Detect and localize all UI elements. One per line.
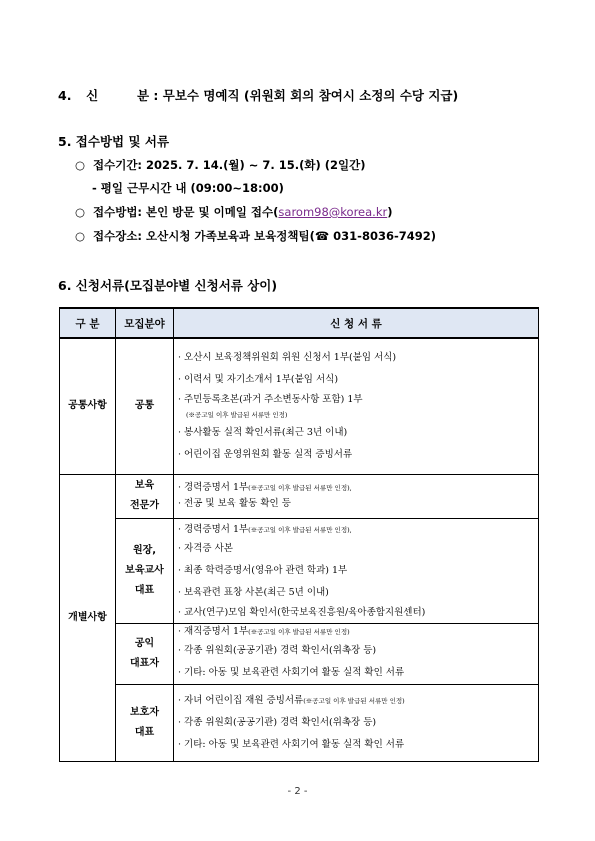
list-item: · 각종 위원회(공공기관) 경력 확인서(위촉장 등) xyxy=(178,644,377,656)
field-expert: 보육 전문가 xyxy=(116,474,174,518)
field-director: 원장, 보육교사 대표 xyxy=(116,518,174,623)
receipt-place-text: 접수장소: 오산시청 가족보육과 보육정책팀( xyxy=(93,229,315,243)
list-item: · 어린이집 운영위원회 활동 실적 증빙서류 xyxy=(178,448,353,460)
page-number: - 2 - xyxy=(287,786,308,797)
table-row-guardian xyxy=(60,684,539,761)
table-row-expert xyxy=(60,474,539,518)
field-guardian: 보호자 대표 xyxy=(116,684,174,761)
public-documents-cell xyxy=(174,623,539,684)
table-row-common xyxy=(60,338,539,474)
section-6-title: 6. 신청서류(모집분야별 신청서류 상이) xyxy=(58,278,278,293)
list-item: · 기타: 아동 및 보육관련 사회기여 활동 실적 확인 서류 xyxy=(178,738,405,750)
list-item: · 전공 및 보육 활동 확인 등 xyxy=(178,498,291,509)
section-4-label-second: 분 xyxy=(136,88,150,103)
director-documents-cell xyxy=(174,518,539,623)
list-item: · 재직증명서 1부(※공고일 이후 발급된 서류만 인정) xyxy=(178,625,350,637)
list-item: · 주민등록초본(과거 주소변동사항 포함) 1부 xyxy=(178,393,363,405)
section-4-number: 4. xyxy=(58,88,72,103)
receipt-method-line xyxy=(75,204,392,220)
header-documents: 신 청 서 류 xyxy=(174,308,539,338)
section-4-text: : 무보수 명예직 (위원회 회의 참여시 소정의 수당 지급) xyxy=(153,88,459,103)
list-item: · 자격증 사본 xyxy=(178,542,233,554)
header-field: 모집분야 xyxy=(116,308,174,338)
email-link[interactable]: sarom98@korea.kr xyxy=(278,205,388,219)
guardian-documents-cell xyxy=(174,684,539,761)
phone-icon: ☎ xyxy=(314,229,330,243)
list-item: · 경력증명서 1부(※공고일 이후 발급된 서류만 인정), xyxy=(178,482,352,493)
hollow-circle-bullet-icon: ○ xyxy=(75,158,86,172)
category-common: 공통사항 xyxy=(60,338,116,474)
table-row-public xyxy=(60,623,539,684)
list-item: · 기타: 아동 및 보육관련 사회기여 활동 실적 확인 서류 xyxy=(178,666,405,678)
list-item: · 교사(연구)모임 확인서(한국보육진흥원/육아종합지원센터) xyxy=(178,606,426,618)
receipt-place-phone: 031-8036-7492) xyxy=(329,229,436,243)
table-row-director xyxy=(60,518,539,623)
list-item: · 경력증명서 1부(※공고일 이후 발급된 서류만 인정), xyxy=(178,523,352,535)
receipt-method-suffix: ) xyxy=(387,205,393,219)
hollow-circle-bullet-icon: ○ xyxy=(75,205,86,219)
receipt-period: 접수기간: 2025. 7. 14.(월) ~ 7. 15.(화) (2일간) xyxy=(93,158,366,172)
list-item: · 보육관련 표창 사본(최근 5년 이내) xyxy=(178,586,329,598)
required-documents-table xyxy=(59,307,539,762)
table-header-row xyxy=(60,308,539,338)
list-item: · 봉사활동 실적 확인서류(최근 3년 이내) xyxy=(178,426,348,438)
receipt-method-text: 접수방법: 본인 방문 및 이메일 접수( xyxy=(93,205,279,219)
list-item: · 이력서 및 자기소개서 1부(붙임 서식) xyxy=(178,373,339,385)
section-4-line xyxy=(58,86,458,104)
issue-date-note: (※공고일 이후 발급된 서류만 인정) xyxy=(186,410,288,419)
expert-documents-cell xyxy=(174,474,539,518)
list-item: · 최종 학력증명서(영유아 관련 학과) 1부 xyxy=(178,564,348,576)
common-documents-cell xyxy=(174,338,539,474)
field-common: 공통 xyxy=(116,338,174,474)
hollow-circle-bullet-icon: ○ xyxy=(75,229,86,243)
header-category: 구 분 xyxy=(60,308,116,338)
receipt-period-line xyxy=(75,157,366,173)
category-individual: 개별사항 xyxy=(60,474,116,761)
field-public: 공익 대표자 xyxy=(116,623,174,684)
receipt-hours: - 평일 근무시간 내 (09:00~18:00) xyxy=(92,181,284,195)
list-item: · 각종 위원회(공공기관) 경력 확인서(위촉장 등) xyxy=(178,716,377,728)
receipt-place-line xyxy=(75,228,436,244)
section-5-title: 5. 접수방법 및 서류 xyxy=(58,134,170,149)
list-item: · 오산시 보육정책위원회 위원 신청서 1부(붙임 서식) xyxy=(178,351,397,363)
section-4-label-first: 신 xyxy=(86,88,99,103)
list-item: · 자녀 어린이집 재원 증빙서류(※공고일 이후 발급된 서류만 인정) xyxy=(178,694,405,706)
